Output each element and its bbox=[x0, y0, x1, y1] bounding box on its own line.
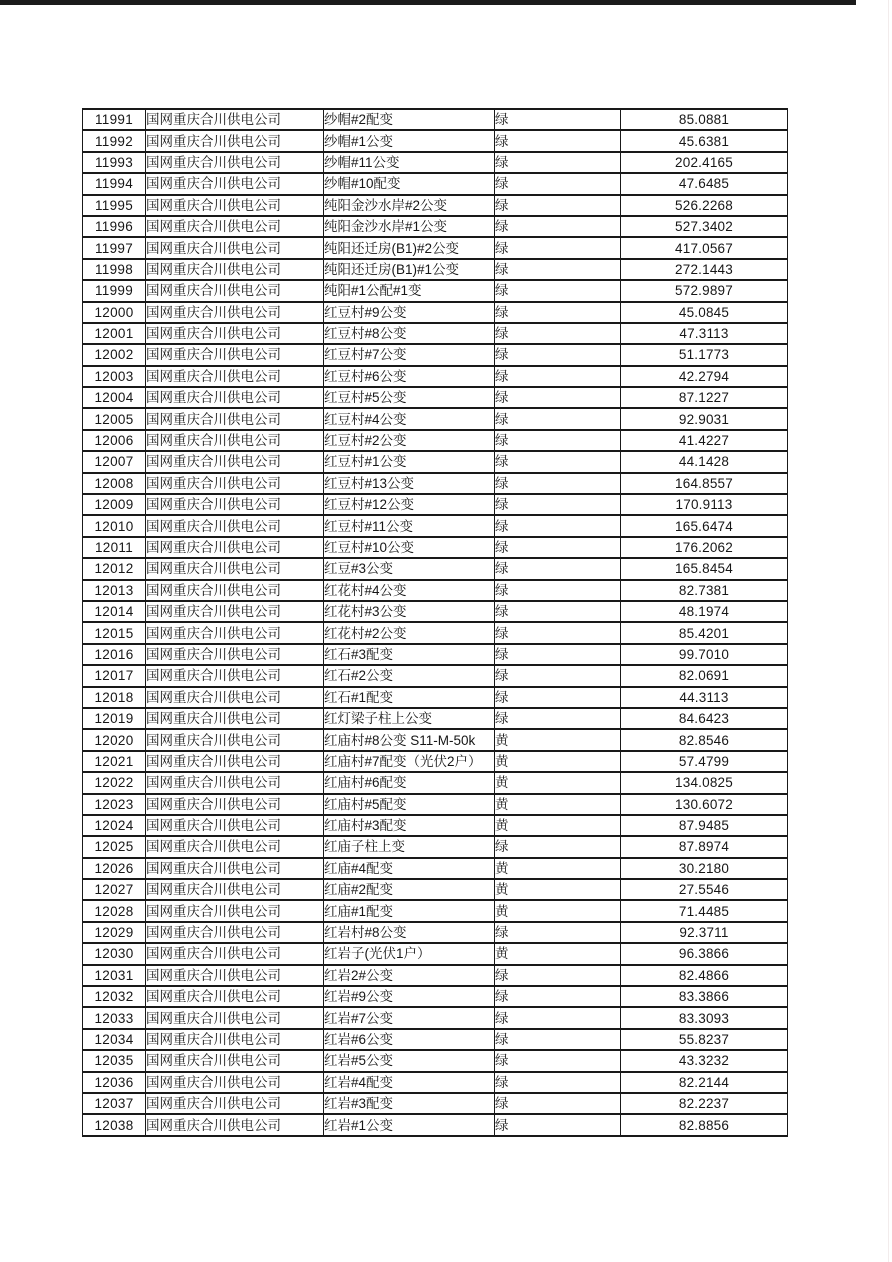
cell-device-name: 红豆村#2公变 bbox=[324, 430, 495, 451]
table-row bbox=[83, 152, 788, 173]
table-row bbox=[83, 965, 788, 986]
cell-status-label: 黄 bbox=[495, 943, 621, 964]
cell-value: 85.0881 bbox=[621, 109, 788, 130]
cell-row-number: 12024 bbox=[83, 815, 146, 836]
cell-status-label: 绿 bbox=[495, 558, 621, 579]
table-row bbox=[83, 216, 788, 237]
cell-row-number: 12016 bbox=[83, 644, 146, 665]
cell-row-number: 12025 bbox=[83, 836, 146, 857]
cell-status-label: 黄 bbox=[495, 751, 621, 772]
table-row bbox=[83, 1072, 788, 1093]
table-row bbox=[83, 494, 788, 515]
cell-row-number: 12026 bbox=[83, 858, 146, 879]
cell-row-number: 12023 bbox=[83, 794, 146, 815]
table-row bbox=[83, 109, 788, 130]
cell-company-name: 国网重庆合川供电公司 bbox=[146, 451, 324, 472]
cell-device-name: 红豆村#9公变 bbox=[324, 302, 495, 323]
table-row bbox=[83, 900, 788, 921]
cell-device-name: 红庙村#5配变 bbox=[324, 794, 495, 815]
table-row bbox=[83, 558, 788, 579]
cell-row-number: 12004 bbox=[83, 387, 146, 408]
cell-value: 84.6423 bbox=[621, 708, 788, 729]
cell-value: 47.6485 bbox=[621, 173, 788, 194]
cell-row-number: 12035 bbox=[83, 1050, 146, 1071]
cell-value: 71.4485 bbox=[621, 900, 788, 921]
table-row bbox=[83, 1093, 788, 1114]
table-row bbox=[83, 644, 788, 665]
cell-value: 47.3113 bbox=[621, 323, 788, 344]
cell-company-name: 国网重庆合川供电公司 bbox=[146, 708, 324, 729]
cell-row-number: 12018 bbox=[83, 687, 146, 708]
table-row bbox=[83, 815, 788, 836]
cell-value: 82.4866 bbox=[621, 965, 788, 986]
table-row bbox=[83, 302, 788, 323]
scan-border-top bbox=[0, 0, 856, 5]
cell-value: 42.2794 bbox=[621, 366, 788, 387]
table-row bbox=[83, 130, 788, 151]
cell-device-name: 红岩#5公变 bbox=[324, 1050, 495, 1071]
cell-row-number: 12005 bbox=[83, 408, 146, 429]
table-row bbox=[83, 879, 788, 900]
cell-status-label: 绿 bbox=[495, 344, 621, 365]
cell-status-label: 绿 bbox=[495, 109, 621, 130]
cell-row-number: 12037 bbox=[83, 1093, 146, 1114]
cell-company-name: 国网重庆合川供电公司 bbox=[146, 494, 324, 515]
cell-value: 82.7381 bbox=[621, 580, 788, 601]
cell-company-name: 国网重庆合川供电公司 bbox=[146, 1072, 324, 1093]
cell-company-name: 国网重庆合川供电公司 bbox=[146, 302, 324, 323]
table-row bbox=[83, 387, 788, 408]
cell-row-number: 12011 bbox=[83, 537, 146, 558]
cell-status-label: 绿 bbox=[495, 494, 621, 515]
cell-value: 87.1227 bbox=[621, 387, 788, 408]
cell-company-name: 国网重庆合川供电公司 bbox=[146, 965, 324, 986]
cell-status-label: 绿 bbox=[495, 580, 621, 601]
cell-row-number: 12028 bbox=[83, 900, 146, 921]
table-row bbox=[83, 622, 788, 643]
table-body bbox=[83, 109, 788, 1136]
cell-company-name: 国网重庆合川供电公司 bbox=[146, 430, 324, 451]
table-row bbox=[83, 344, 788, 365]
table-row bbox=[83, 366, 788, 387]
cell-device-name: 红花村#3公变 bbox=[324, 601, 495, 622]
table-row bbox=[83, 195, 788, 216]
cell-device-name: 红豆村#12公变 bbox=[324, 494, 495, 515]
cell-value: 83.3866 bbox=[621, 986, 788, 1007]
cell-device-name: 纯阳#1公配#1变 bbox=[324, 280, 495, 301]
cell-value: 44.3113 bbox=[621, 687, 788, 708]
table-row bbox=[83, 922, 788, 943]
cell-value: 45.0845 bbox=[621, 302, 788, 323]
cell-row-number: 12033 bbox=[83, 1007, 146, 1028]
cell-company-name: 国网重庆合川供电公司 bbox=[146, 922, 324, 943]
cell-company-name: 国网重庆合川供电公司 bbox=[146, 237, 324, 258]
table-row bbox=[83, 986, 788, 1007]
table-row bbox=[83, 794, 788, 815]
cell-row-number: 12022 bbox=[83, 772, 146, 793]
cell-company-name: 国网重庆合川供电公司 bbox=[146, 1050, 324, 1071]
cell-status-label: 绿 bbox=[495, 986, 621, 1007]
cell-status-label: 绿 bbox=[495, 708, 621, 729]
table-row bbox=[83, 708, 788, 729]
cell-status-label: 绿 bbox=[495, 644, 621, 665]
cell-device-name: 红灯梁子柱上公变 bbox=[324, 708, 495, 729]
cell-value: 165.8454 bbox=[621, 558, 788, 579]
cell-company-name: 国网重庆合川供电公司 bbox=[146, 836, 324, 857]
cell-status-label: 黄 bbox=[495, 729, 621, 750]
cell-value: 55.8237 bbox=[621, 1029, 788, 1050]
cell-company-name: 国网重庆合川供电公司 bbox=[146, 537, 324, 558]
cell-value: 165.6474 bbox=[621, 515, 788, 536]
cell-company-name: 国网重庆合川供电公司 bbox=[146, 986, 324, 1007]
cell-status-label: 绿 bbox=[495, 408, 621, 429]
cell-value: 41.4227 bbox=[621, 430, 788, 451]
cell-status-label: 绿 bbox=[495, 237, 621, 258]
cell-row-number: 12000 bbox=[83, 302, 146, 323]
cell-device-name: 红花村#2公变 bbox=[324, 622, 495, 643]
cell-row-number: 11994 bbox=[83, 173, 146, 194]
cell-status-label: 绿 bbox=[495, 1093, 621, 1114]
cell-device-name: 红豆村#10公变 bbox=[324, 537, 495, 558]
cell-device-name: 纱帽#10配变 bbox=[324, 173, 495, 194]
table-row bbox=[83, 1029, 788, 1050]
cell-row-number: 12029 bbox=[83, 922, 146, 943]
cell-value: 87.9485 bbox=[621, 815, 788, 836]
cell-value: 44.1428 bbox=[621, 451, 788, 472]
cell-device-name: 红豆村#4公变 bbox=[324, 408, 495, 429]
cell-row-number: 12032 bbox=[83, 986, 146, 1007]
cell-device-name: 红石#1配变 bbox=[324, 687, 495, 708]
cell-company-name: 国网重庆合川供电公司 bbox=[146, 473, 324, 494]
cell-status-label: 绿 bbox=[495, 323, 621, 344]
cell-row-number: 12021 bbox=[83, 751, 146, 772]
table-row bbox=[83, 515, 788, 536]
cell-value: 51.1773 bbox=[621, 344, 788, 365]
table-row bbox=[83, 858, 788, 879]
cell-company-name: 国网重庆合川供电公司 bbox=[146, 152, 324, 173]
cell-device-name: 纯阳金沙水岸#1公变 bbox=[324, 216, 495, 237]
cell-company-name: 国网重庆合川供电公司 bbox=[146, 109, 324, 130]
cell-row-number: 11999 bbox=[83, 280, 146, 301]
cell-device-name: 红豆村#11公变 bbox=[324, 515, 495, 536]
cell-value: 30.2180 bbox=[621, 858, 788, 879]
cell-company-name: 国网重庆合川供电公司 bbox=[146, 601, 324, 622]
cell-company-name: 国网重庆合川供电公司 bbox=[146, 1029, 324, 1050]
cell-row-number: 11991 bbox=[83, 109, 146, 130]
cell-row-number: 12013 bbox=[83, 580, 146, 601]
table-row bbox=[83, 473, 788, 494]
cell-value: 526.2268 bbox=[621, 195, 788, 216]
cell-company-name: 国网重庆合川供电公司 bbox=[146, 1114, 324, 1135]
cell-value: 572.9897 bbox=[621, 280, 788, 301]
table-row bbox=[83, 665, 788, 686]
table-row bbox=[83, 259, 788, 280]
table-row bbox=[83, 280, 788, 301]
table-row bbox=[83, 1050, 788, 1071]
cell-device-name: 红豆村#13公变 bbox=[324, 473, 495, 494]
cell-device-name: 红庙#1配变 bbox=[324, 900, 495, 921]
cell-value: 27.5546 bbox=[621, 879, 788, 900]
cell-row-number: 12010 bbox=[83, 515, 146, 536]
cell-row-number: 12019 bbox=[83, 708, 146, 729]
cell-company-name: 国网重庆合川供电公司 bbox=[146, 729, 324, 750]
cell-status-label: 绿 bbox=[495, 1007, 621, 1028]
cell-company-name: 国网重庆合川供电公司 bbox=[146, 858, 324, 879]
cell-company-name: 国网重庆合川供电公司 bbox=[146, 323, 324, 344]
table-row bbox=[83, 729, 788, 750]
cell-device-name: 红庙村#3配变 bbox=[324, 815, 495, 836]
cell-row-number: 11992 bbox=[83, 130, 146, 151]
cell-row-number: 12030 bbox=[83, 943, 146, 964]
cell-company-name: 国网重庆合川供电公司 bbox=[146, 366, 324, 387]
cell-value: 527.3402 bbox=[621, 216, 788, 237]
cell-device-name: 红岩#7公变 bbox=[324, 1007, 495, 1028]
cell-value: 92.9031 bbox=[621, 408, 788, 429]
cell-company-name: 国网重庆合川供电公司 bbox=[146, 1007, 324, 1028]
cell-company-name: 国网重庆合川供电公司 bbox=[146, 879, 324, 900]
cell-value: 83.3093 bbox=[621, 1007, 788, 1028]
table-row bbox=[83, 323, 788, 344]
cell-status-label: 黄 bbox=[495, 858, 621, 879]
table-row bbox=[83, 430, 788, 451]
cell-status-label: 绿 bbox=[495, 216, 621, 237]
cell-row-number: 12007 bbox=[83, 451, 146, 472]
cell-status-label: 绿 bbox=[495, 366, 621, 387]
cell-row-number: 11993 bbox=[83, 152, 146, 173]
cell-status-label: 绿 bbox=[495, 1114, 621, 1135]
cell-value: 82.2237 bbox=[621, 1093, 788, 1114]
cell-status-label: 绿 bbox=[495, 836, 621, 857]
cell-device-name: 红豆#3公变 bbox=[324, 558, 495, 579]
cell-device-name: 红岩村#8公变 bbox=[324, 922, 495, 943]
cell-row-number: 12006 bbox=[83, 430, 146, 451]
cell-row-number: 12002 bbox=[83, 344, 146, 365]
table-row bbox=[83, 943, 788, 964]
cell-row-number: 11995 bbox=[83, 195, 146, 216]
cell-value: 82.8856 bbox=[621, 1114, 788, 1135]
cell-value: 85.4201 bbox=[621, 622, 788, 643]
cell-row-number: 11998 bbox=[83, 259, 146, 280]
cell-row-number: 12034 bbox=[83, 1029, 146, 1050]
cell-device-name: 红岩#9公变 bbox=[324, 986, 495, 1007]
cell-device-name: 红庙#2配变 bbox=[324, 879, 495, 900]
cell-status-label: 绿 bbox=[495, 130, 621, 151]
scan-border-right bbox=[888, 0, 889, 1262]
cell-device-name: 纱帽#2配变 bbox=[324, 109, 495, 130]
cell-company-name: 国网重庆合川供电公司 bbox=[146, 644, 324, 665]
cell-company-name: 国网重庆合川供电公司 bbox=[146, 408, 324, 429]
table-row bbox=[83, 537, 788, 558]
cell-row-number: 12014 bbox=[83, 601, 146, 622]
table-row bbox=[83, 1007, 788, 1028]
table-row bbox=[83, 772, 788, 793]
cell-row-number: 12001 bbox=[83, 323, 146, 344]
cell-status-label: 绿 bbox=[495, 451, 621, 472]
cell-device-name: 红豆村#8公变 bbox=[324, 323, 495, 344]
cell-row-number: 12036 bbox=[83, 1072, 146, 1093]
cell-row-number: 12008 bbox=[83, 473, 146, 494]
cell-company-name: 国网重庆合川供电公司 bbox=[146, 580, 324, 601]
cell-device-name: 红豆村#7公变 bbox=[324, 344, 495, 365]
cell-status-label: 绿 bbox=[495, 665, 621, 686]
cell-device-name: 红石#2公变 bbox=[324, 665, 495, 686]
cell-status-label: 黄 bbox=[495, 815, 621, 836]
cell-device-name: 红石#3配变 bbox=[324, 644, 495, 665]
cell-company-name: 国网重庆合川供电公司 bbox=[146, 665, 324, 686]
cell-device-name: 纯阳还迁房(B1)#2公变 bbox=[324, 237, 495, 258]
cell-value: 92.3711 bbox=[621, 922, 788, 943]
cell-status-label: 绿 bbox=[495, 430, 621, 451]
cell-value: 82.0691 bbox=[621, 665, 788, 686]
table-row bbox=[83, 173, 788, 194]
cell-row-number: 11996 bbox=[83, 216, 146, 237]
table-row bbox=[83, 687, 788, 708]
cell-device-name: 红庙子柱上变 bbox=[324, 836, 495, 857]
cell-value: 82.8546 bbox=[621, 729, 788, 750]
table-row bbox=[83, 451, 788, 472]
cell-status-label: 黄 bbox=[495, 772, 621, 793]
cell-company-name: 国网重庆合川供电公司 bbox=[146, 794, 324, 815]
cell-status-label: 绿 bbox=[495, 473, 621, 494]
table-row bbox=[83, 1114, 788, 1135]
cell-value: 57.4799 bbox=[621, 751, 788, 772]
cell-status-label: 绿 bbox=[495, 173, 621, 194]
cell-value: 202.4165 bbox=[621, 152, 788, 173]
cell-status-label: 绿 bbox=[495, 259, 621, 280]
cell-company-name: 国网重庆合川供电公司 bbox=[146, 387, 324, 408]
cell-value: 272.1443 bbox=[621, 259, 788, 280]
cell-device-name: 红庙村#6配变 bbox=[324, 772, 495, 793]
cell-company-name: 国网重庆合川供电公司 bbox=[146, 515, 324, 536]
cell-company-name: 国网重庆合川供电公司 bbox=[146, 943, 324, 964]
cell-device-name: 红庙#4配变 bbox=[324, 858, 495, 879]
cell-status-label: 绿 bbox=[495, 1050, 621, 1071]
cell-row-number: 12017 bbox=[83, 665, 146, 686]
cell-device-name: 红花村#4公变 bbox=[324, 580, 495, 601]
cell-device-name: 纱帽#11公变 bbox=[324, 152, 495, 173]
cell-device-name: 红岩子(光伏1户） bbox=[324, 943, 495, 964]
data-table bbox=[82, 108, 788, 1137]
cell-status-label: 绿 bbox=[495, 1029, 621, 1050]
cell-device-name: 纯阳还迁房(B1)#1公变 bbox=[324, 259, 495, 280]
cell-device-name: 红庙村#7配变（光伏2户） bbox=[324, 751, 495, 772]
cell-status-label: 绿 bbox=[495, 387, 621, 408]
cell-value: 134.0825 bbox=[621, 772, 788, 793]
cell-status-label: 绿 bbox=[495, 601, 621, 622]
cell-device-name: 红庙村#8公变 S11-M-50k bbox=[324, 729, 495, 750]
cell-status-label: 绿 bbox=[495, 195, 621, 216]
cell-row-number: 12003 bbox=[83, 366, 146, 387]
cell-row-number: 12020 bbox=[83, 729, 146, 750]
table-row bbox=[83, 408, 788, 429]
cell-row-number: 12027 bbox=[83, 879, 146, 900]
cell-value: 43.3232 bbox=[621, 1050, 788, 1071]
cell-company-name: 国网重庆合川供电公司 bbox=[146, 130, 324, 151]
cell-value: 45.6381 bbox=[621, 130, 788, 151]
cell-device-name: 纱帽#1公变 bbox=[324, 130, 495, 151]
cell-row-number: 12015 bbox=[83, 622, 146, 643]
cell-company-name: 国网重庆合川供电公司 bbox=[146, 622, 324, 643]
cell-value: 82.2144 bbox=[621, 1072, 788, 1093]
cell-value: 170.9113 bbox=[621, 494, 788, 515]
table-row bbox=[83, 601, 788, 622]
cell-status-label: 黄 bbox=[495, 900, 621, 921]
cell-device-name: 红豆村#5公变 bbox=[324, 387, 495, 408]
cell-device-name: 红豆村#1公变 bbox=[324, 451, 495, 472]
cell-company-name: 国网重庆合川供电公司 bbox=[146, 815, 324, 836]
cell-company-name: 国网重庆合川供电公司 bbox=[146, 558, 324, 579]
cell-status-label: 黄 bbox=[495, 879, 621, 900]
cell-company-name: 国网重庆合川供电公司 bbox=[146, 772, 324, 793]
cell-company-name: 国网重庆合川供电公司 bbox=[146, 687, 324, 708]
cell-status-label: 绿 bbox=[495, 537, 621, 558]
cell-company-name: 国网重庆合川供电公司 bbox=[146, 173, 324, 194]
cell-status-label: 绿 bbox=[495, 622, 621, 643]
table-row bbox=[83, 580, 788, 601]
table-row bbox=[83, 836, 788, 857]
cell-status-label: 绿 bbox=[495, 152, 621, 173]
cell-status-label: 绿 bbox=[495, 687, 621, 708]
cell-device-name: 红岩#3配变 bbox=[324, 1093, 495, 1114]
cell-company-name: 国网重庆合川供电公司 bbox=[146, 900, 324, 921]
cell-value: 176.2062 bbox=[621, 537, 788, 558]
cell-value: 87.8974 bbox=[621, 836, 788, 857]
cell-status-label: 绿 bbox=[495, 280, 621, 301]
cell-device-name: 红岩#6公变 bbox=[324, 1029, 495, 1050]
cell-company-name: 国网重庆合川供电公司 bbox=[146, 259, 324, 280]
cell-company-name: 国网重庆合川供电公司 bbox=[146, 751, 324, 772]
cell-status-label: 绿 bbox=[495, 302, 621, 323]
cell-company-name: 国网重庆合川供电公司 bbox=[146, 280, 324, 301]
table-row bbox=[83, 237, 788, 258]
cell-row-number: 12031 bbox=[83, 965, 146, 986]
cell-row-number: 12038 bbox=[83, 1114, 146, 1135]
cell-value: 164.8557 bbox=[621, 473, 788, 494]
cell-status-label: 绿 bbox=[495, 922, 621, 943]
cell-company-name: 国网重庆合川供电公司 bbox=[146, 216, 324, 237]
cell-value: 99.7010 bbox=[621, 644, 788, 665]
cell-value: 417.0567 bbox=[621, 237, 788, 258]
cell-company-name: 国网重庆合川供电公司 bbox=[146, 1093, 324, 1114]
cell-row-number: 12012 bbox=[83, 558, 146, 579]
cell-row-number: 12009 bbox=[83, 494, 146, 515]
cell-device-name: 纯阳金沙水岸#2公变 bbox=[324, 195, 495, 216]
table-row bbox=[83, 751, 788, 772]
cell-status-label: 黄 bbox=[495, 794, 621, 815]
cell-company-name: 国网重庆合川供电公司 bbox=[146, 344, 324, 365]
cell-device-name: 红岩2#公变 bbox=[324, 965, 495, 986]
cell-device-name: 红岩#1公变 bbox=[324, 1114, 495, 1135]
cell-status-label: 绿 bbox=[495, 1072, 621, 1093]
cell-value: 130.6072 bbox=[621, 794, 788, 815]
cell-value: 96.3866 bbox=[621, 943, 788, 964]
cell-status-label: 绿 bbox=[495, 515, 621, 536]
cell-device-name: 红豆村#6公变 bbox=[324, 366, 495, 387]
cell-row-number: 11997 bbox=[83, 237, 146, 258]
cell-status-label: 绿 bbox=[495, 965, 621, 986]
cell-device-name: 红岩#4配变 bbox=[324, 1072, 495, 1093]
cell-value: 48.1974 bbox=[621, 601, 788, 622]
cell-company-name: 国网重庆合川供电公司 bbox=[146, 195, 324, 216]
